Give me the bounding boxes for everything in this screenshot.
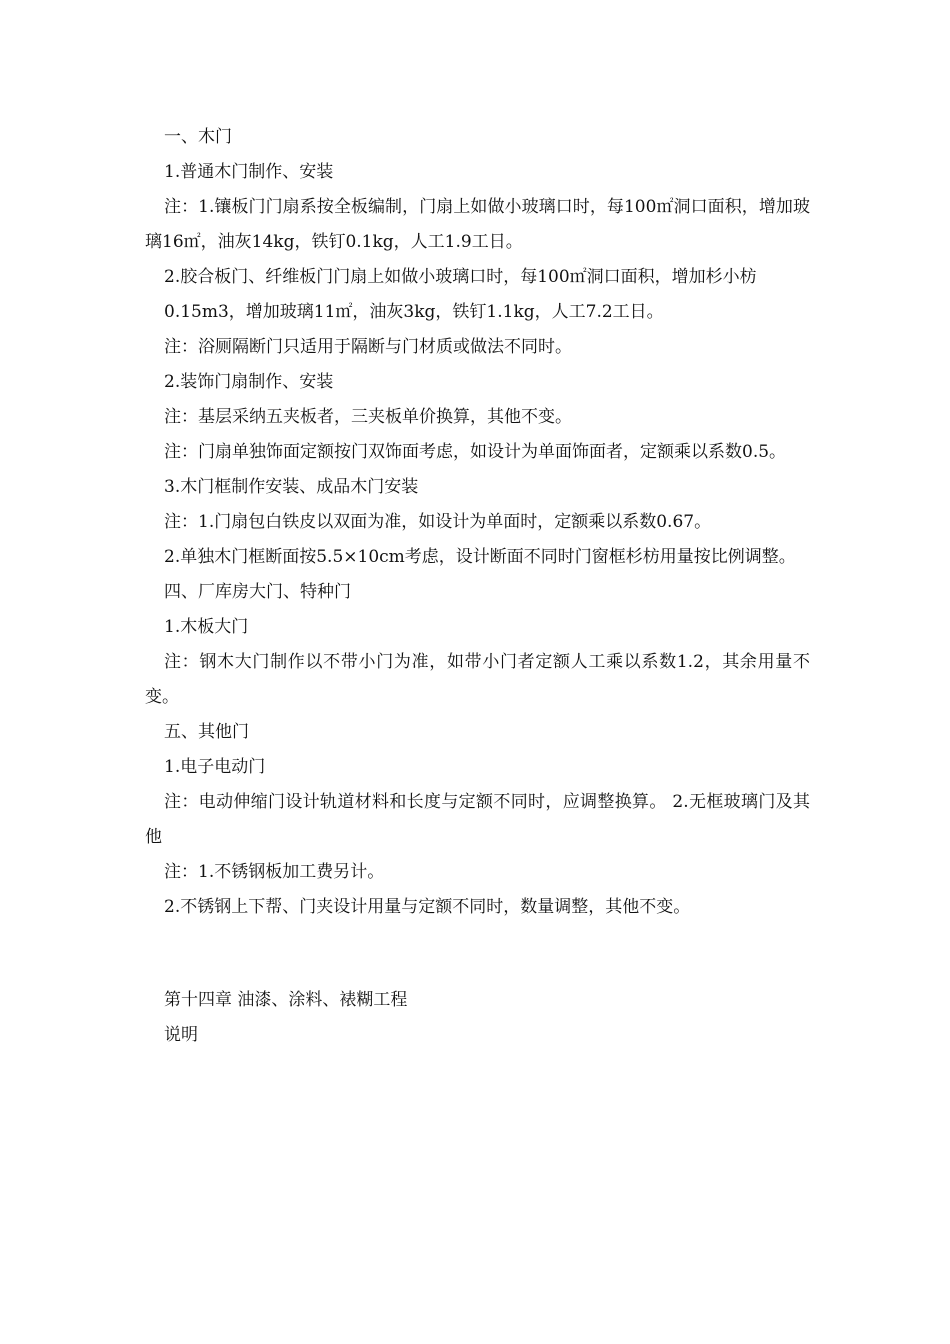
subheading-ordinary-wooden-door: 1.普通木门制作、安装 [164,162,334,182]
document-body [145,120,810,1053]
note-paragraph: 2.不锈钢上下帮、门夹设计用量与定额不同时，数量调整，其他不变。 [164,897,691,917]
note-paragraph: 注：1.镶板门门扇系按全板编制，门扇上如做小玻璃口时，每100㎡洞口面积，增加玻璃16㎡，油灰14kg，铁钉0.1kg，人工1.9工日。 [145,197,810,252]
subheading-wood-plank-door: 1.木板大门 [164,617,249,637]
subheading-door-frame: 3.木门框制作安装、成品木门安装 [164,477,419,497]
note-paragraph: 注：浴厕隔断门只适用于隔断与门材质或做法不同时。 [164,337,572,357]
note-paragraph: 注：电动伸缩门设计轨道材料和长度与定额不同时，应调整换算。 2.无框玻璃门及其他 [145,792,810,847]
subheading-decorative-door: 2.装饰门扇制作、安装 [164,372,334,392]
section-spacer [145,925,810,983]
note-paragraph: 注：钢木大门制作以不带小门为准，如带小门者定额人工乘以系数1.2，其余用量不变。 [145,652,810,707]
note-paragraph: 注：门扇单独饰面定额按门双饰面考虑，如设计为单面饰面者，定额乘以系数0.5。 [164,442,787,462]
subheading-electric-door: 1.电子电动门 [164,757,266,777]
note-paragraph: 注：1.不锈钢板加工费另计。 [164,862,385,882]
section-heading-wooden-doors: 一、木门 [164,127,232,147]
note-paragraph: 2.单独木门框断面按5.5×10cm考虑，设计断面不同时门窗框杉枋用量按比例调整。 [164,547,796,567]
note-paragraph: 0.15m3，增加玻璃11㎡，油灰3kg，铁钉1.1kg，人工7.2工日。 [164,302,664,322]
note-paragraph: 2.胶合板门、纤维板门门扇上如做小玻璃口时，每100㎡洞口面积，增加杉小枋 [164,267,757,287]
chapter-subheading: 说明 [164,1025,198,1045]
section-heading-other-doors: 五、其他门 [164,722,249,742]
note-paragraph: 注：1.门扇包白铁皮以双面为准，如设计为单面时，定额乘以系数0.67。 [164,512,712,532]
section-heading-factory-doors: 四、厂库房大门、特种门 [164,582,351,602]
chapter-heading: 第十四章 油漆、涂料、裱糊工程 [164,990,408,1010]
note-paragraph: 注：基层采纳五夹板者，三夹板单价换算，其他不变。 [164,407,572,427]
